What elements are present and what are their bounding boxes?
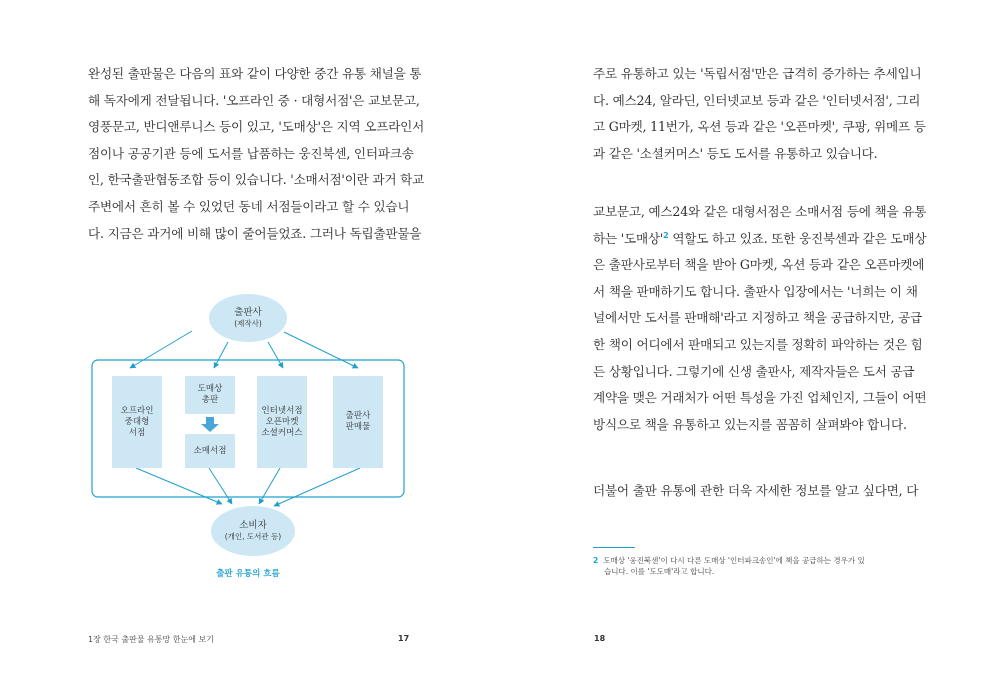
online-store-label: 오픈마켓	[265, 416, 299, 427]
text-line: 인, 한국출판협동조합 등이 있습니다. '소매서점'이란 과거 학교	[88, 172, 425, 188]
text-line: 다. 예스24, 알라딘, 인터넷교보 등과 같은 '인터넷서점', 그리	[593, 92, 921, 108]
text-segment: 역할도 하고 있죠. 또한 웅진북센과 같은 도매상	[668, 230, 927, 246]
offline-store-node	[112, 376, 162, 468]
text-line: 점이나 공공기관 등에 도서를 납품하는 웅진북센, 인터파크송	[88, 145, 414, 161]
text-line: 해 독자에게 전달됩니다. '오프라인 중 · 대형서점'은 교보문고,	[88, 92, 420, 108]
text-line: 서 책을 판매하기도 합니다. 출판사 입장에서는 '너희는 이 채	[593, 283, 918, 299]
footnote	[593, 555, 928, 577]
text-line: 영풍문고, 반디앤루니스 등이 있고, '도매상'은 지역 오프라인서	[88, 119, 425, 135]
publisher-node	[209, 294, 287, 342]
publisher-sales-label: 출판사	[345, 411, 371, 421]
footnote-ref[interactable]: 2	[663, 230, 669, 240]
right-paragraph-2	[593, 199, 929, 438]
right-page	[500, 0, 1000, 696]
text-line: 든 상황입니다. 그렇기에 신생 출판사, 제작자들은 도서 공급	[593, 363, 915, 379]
text-line: 다. 지금은 과거에 비해 많이 줄어들었죠. 그러나 독립출판물을	[88, 225, 422, 241]
retail-store-label: 소매서점	[193, 445, 227, 456]
online-store-node	[257, 376, 307, 468]
text-line: 주변에서 흔히 볼 수 있었던 동네 서점들이라고 할 수 있습니	[88, 198, 410, 214]
text-line: 더불어 출판 유통에 관한 더욱 자세한 정보를 알고 싶다면, 다	[593, 483, 919, 498]
text-line: 한 책이 어디에서 판매되고 있는지를 정확히 파악하는 것은 힘	[593, 336, 923, 352]
text-line: 고 G마켓, 11번가, 옥션 등과 같은 '오픈마켓', 쿠팡, 위메프 등	[593, 119, 926, 135]
consumer-subtitle: (개인, 도서관 등)	[224, 532, 282, 541]
text-line	[593, 226, 929, 253]
running-footer: 1장 한국 출판물 유통망 한눈에 보기	[88, 635, 214, 644]
wholesaler-node	[185, 376, 235, 414]
consumer-title: 소비자	[239, 520, 267, 531]
retail-store-node	[185, 434, 235, 468]
right-paragraph-3	[593, 478, 929, 505]
publisher-subtitle: (제작사)	[234, 319, 262, 328]
offline-store-label: 서점	[128, 427, 146, 438]
publisher-sales-node	[333, 376, 383, 468]
page-number: 17	[398, 634, 410, 643]
footnote-number: 2	[593, 556, 599, 565]
text-line: 은 출판사로부터 책을 받아 G마켓, 옥션 등과 같은 오픈마켓에	[593, 257, 925, 273]
offline-store-label: 중대형	[124, 416, 150, 427]
wholesaler-label: 총판	[201, 395, 219, 405]
left-paragraph	[88, 61, 425, 247]
consumer-node	[211, 506, 295, 556]
text-line: 방식으로 책을 유통하고 있는지를 꼼꼼히 살펴봐야 합니다.	[593, 416, 907, 432]
publisher-title: 출판사	[234, 307, 262, 318]
distribution-flow-diagram	[88, 290, 408, 590]
publisher-sales-label: 판매물	[345, 422, 371, 432]
offline-store-label: 오프라인	[120, 405, 154, 416]
text-line: 과 같은 '소셜커머스' 등도 도서를 유통하고 있습니다.	[593, 145, 878, 161]
footnote-divider	[593, 547, 635, 548]
online-store-label: 인터넷서점	[261, 405, 303, 416]
text-segment: 하는 '도매상'	[593, 230, 664, 246]
online-store-label: 소셜커머스	[261, 427, 303, 438]
wholesaler-label: 도매상	[197, 384, 223, 394]
right-paragraph-1	[593, 61, 929, 167]
page-number: 18	[594, 634, 606, 643]
text-line: 주로 유통하고 있는 '독립서점'만은 급격히 증가하는 추세입니	[593, 66, 922, 81]
text-line: 교보문고, 예스24와 같은 대형서점은 소매서점 등에 책을 유통	[593, 204, 927, 219]
footnote-text: 습니다. 이를 '도도매'라고 합니다.	[604, 567, 715, 576]
text-line: 널에서만 도서를 판매해'라고 지정하고 책을 공급하지만, 공급	[593, 310, 923, 326]
footnote-text: 도매상 '웅진북센'이 다시 다른 도매상 '인터파크송인'에 책을 공급하는 경우가 있	[603, 556, 865, 565]
text-line: 계약을 맺은 거래처가 어떤 특성을 가진 업체인지, 그들이 어떤	[593, 390, 927, 406]
down-arrow-icon	[200, 417, 220, 433]
diagram-caption: 출판 유통의 흐름	[216, 569, 280, 579]
text-line: 완성된 출판물은 다음의 표와 같이 다양한 중간 유통 채널을 통	[88, 66, 422, 81]
